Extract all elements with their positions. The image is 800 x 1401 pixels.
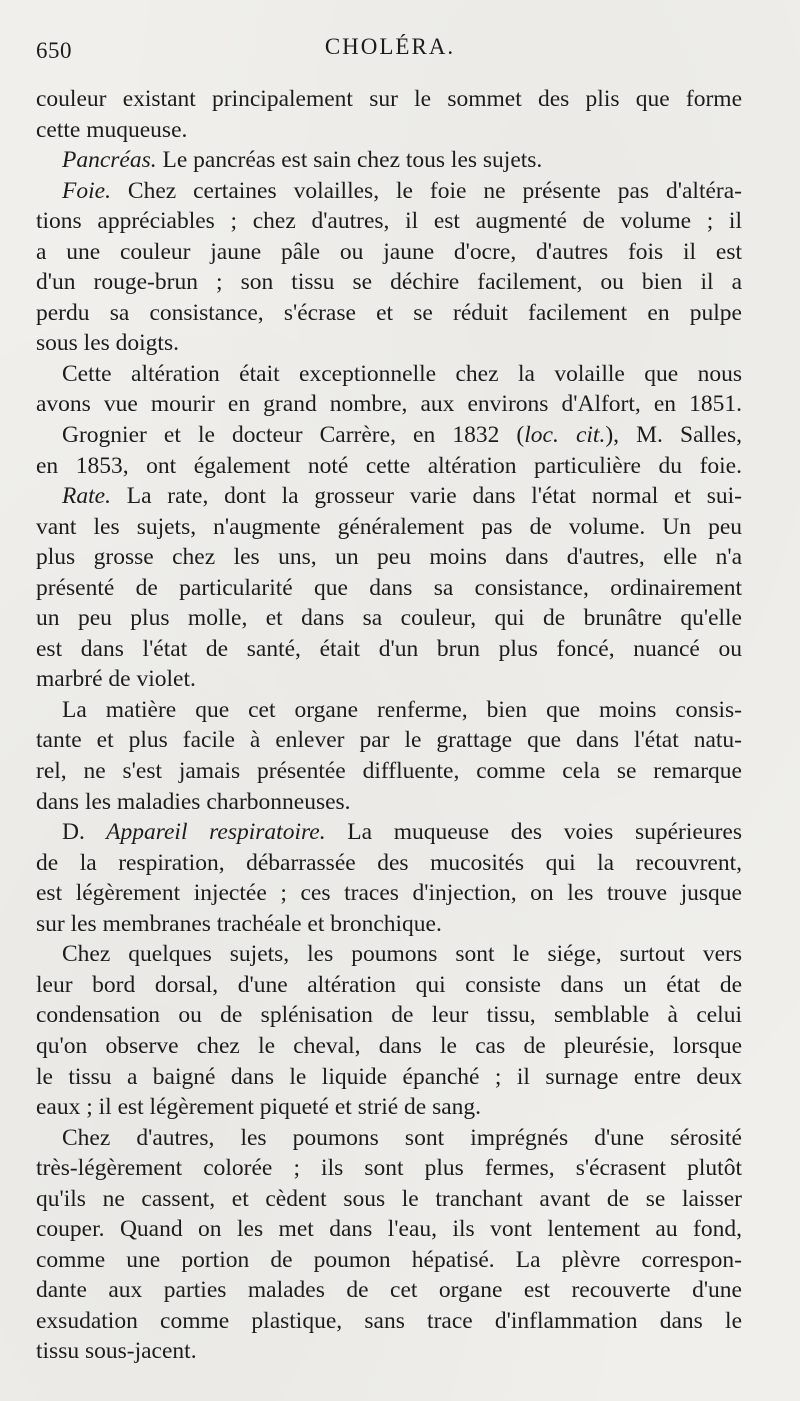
section-letter: D. — [62, 819, 85, 846]
text-line: exsudation comme plastique, sans trace d'inflammation dans le — [36, 1307, 742, 1334]
text-line: cette muqueuse. — [36, 116, 188, 143]
text-line: qu'on observe chez le cheval, dans le cas de pleurésie, lorsque — [36, 1032, 742, 1059]
text-line: plus grosse chez les uns, un peu moins dans d'autres, elle n'a — [36, 544, 742, 571]
text-line: Grognier et le docteur Carrère, en 1832 (loc. cit.), M. Salles, — [62, 422, 743, 449]
text-line: marbré de violet. — [36, 666, 196, 693]
text-line: a une couleur jaune pâle ou jaune d'ocre, d'autres fois il est — [36, 238, 742, 265]
text-line: qu'ils ne cassent, et cèdent sous le tranchant avant de se laisser — [36, 1185, 742, 1212]
text-line: vant les sujets, n'augmente généralement pas de volume. Un peu — [36, 513, 742, 540]
section-heading-line: Pancréas. Le pancréas est sain chez tous les sujets. — [62, 147, 543, 174]
text-line: rel, ne s'est jamais présentée diffluente, comme cela se remarque — [36, 758, 742, 785]
text-line: Chez d'autres, les poumons sont imprégnés d'une sérosité — [62, 1124, 742, 1151]
text-line: perdu sa consistance, s'écrase et se réduit facilement en pulpe — [36, 299, 742, 326]
section-heading-line: Foie. Chez certaines volailles, le foie ne présente pas d'altéra- — [62, 177, 742, 204]
text-line: en 1853, ont également noté cette altération particulière du foie. — [36, 452, 742, 479]
text-line: sur les membranes trachéale et bronchique. — [36, 910, 442, 937]
text-line: Cette altération était exceptionnelle chez la volaille que nous — [62, 360, 742, 387]
text-line: tions appréciables ; chez d'autres, il est augmenté de volume ; il — [36, 208, 742, 235]
text-line: La matière que cet organe renferme, bien que moins consis- — [62, 696, 742, 723]
text-line: présenté de particularité que dans sa consistance, ordinairement — [36, 574, 742, 601]
text-line: est dans l'état de santé, était d'un brun plus foncé, nuancé ou — [36, 635, 742, 662]
text-line: tissu sous-jacent. — [36, 1338, 197, 1365]
text-line: avons vue mourir en grand nombre, aux environs d'Alfort, en 1851. — [36, 391, 742, 418]
running-title: CHOLÉRA. — [324, 34, 456, 59]
page-number: 650 — [36, 38, 72, 63]
text-line: comme une portion de poumon hépatisé. La plèvre correspon- — [36, 1246, 742, 1273]
text-line: couleur existant principalement sur le sommet des plis que forme — [36, 86, 742, 112]
section-label: Rate. — [62, 483, 111, 510]
text-line: eaux ; il est légèrement piqueté et strié de sang. — [36, 1094, 482, 1121]
section-heading-line: Rate. La rate, dont la grosseur varie dans l'état normal et sui- — [62, 483, 742, 510]
text-line: de la respiration, débarrassée des mucosités qui la recouvrent, — [36, 849, 742, 876]
text-line: d'un rouge-brun ; son tissu se déchire facilement, ou bien il a — [36, 269, 742, 296]
running-head — [36, 34, 744, 68]
text-line: Chez quelques sujets, les poumons sont le siége, surtout vers — [62, 941, 742, 968]
section-label: Pancréas. — [62, 147, 157, 174]
section-label: Appareil respiratoire. — [84, 819, 326, 846]
text-line: dans les maladies charbonneuses. — [36, 788, 351, 815]
text-line: un peu plus molle, et dans sa couleur, qui de brunâtre qu'elle — [36, 605, 742, 632]
text-line: leur bord dorsal, d'une altération qui consiste dans un état de — [36, 971, 742, 998]
text-line: sous les doigts. — [36, 330, 179, 357]
text-line: couper. Quand on les met dans l'eau, ils vont lentement au fond, — [36, 1216, 742, 1243]
text-line: condensation ou de splénisation de leur tissu, semblable à celui — [36, 1002, 742, 1029]
section-heading-line: D. Appareil respiratoire. La muqueuse des voies supérieures — [62, 819, 742, 846]
text-line: est légèrement injectée ; ces traces d'injection, on les trouve jusque — [36, 880, 742, 907]
citation: loc. cit. — [524, 422, 606, 449]
text-line: dante aux parties malades de cet organe est recouverte d'une — [36, 1277, 742, 1304]
section-label: Foie. — [62, 177, 111, 204]
text-line: très-légèrement colorée ; ils sont plus fermes, s'écrasent plutôt — [36, 1155, 742, 1182]
text-line: tante et plus facile à enlever par le grattage que dans l'état natu- — [36, 727, 742, 754]
text-line: le tissu a baigné dans le liquide épanché ; il surnage entre deux — [36, 1063, 742, 1090]
body-text — [36, 84, 742, 1367]
